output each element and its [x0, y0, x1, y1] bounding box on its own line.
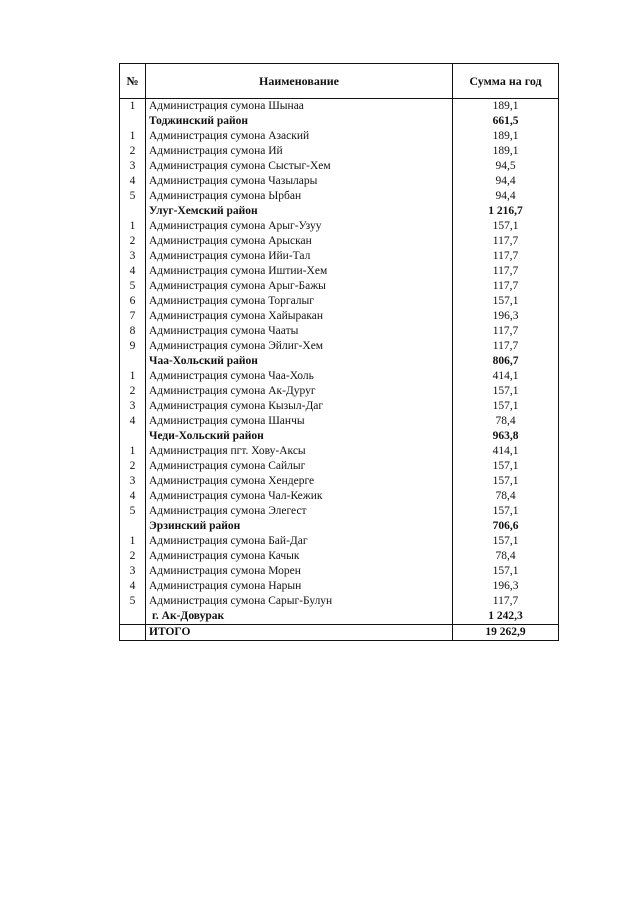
annual-sum: 117,7: [453, 594, 559, 609]
district-name: г. Ак-Довурак: [146, 609, 453, 625]
row-number: 3: [120, 564, 146, 579]
row-number: 4: [120, 174, 146, 189]
row-number: 3: [120, 159, 146, 174]
row-number: 4: [120, 489, 146, 504]
table-row: [120, 144, 559, 159]
district-name: Улуг-Хемский район: [146, 204, 453, 219]
total-row: [120, 625, 559, 641]
annual-sum: 189,1: [453, 144, 559, 159]
organization-name: Администрация сумона Сарыг-Булун: [146, 594, 453, 609]
annual-sum: 19 262,9: [453, 625, 559, 641]
table-row: [120, 564, 559, 579]
organization-name: Администрация сумона Нарын: [146, 579, 453, 594]
table-row: [120, 309, 559, 324]
row-number: 6: [120, 294, 146, 309]
organization-name: Администрация сумона Сыстыг-Хем: [146, 159, 453, 174]
district-name: Чеди-Хольский район: [146, 429, 453, 444]
district-name: Эрзинский район: [146, 519, 453, 534]
annual-sum: 78,4: [453, 414, 559, 429]
allocation-table: [119, 63, 559, 641]
row-number: 8: [120, 324, 146, 339]
table-row: [120, 294, 559, 309]
organization-name: Администрация сумона Арыг-Узуу: [146, 219, 453, 234]
district-row: [120, 519, 559, 534]
row-number: 2: [120, 144, 146, 159]
district-row: [120, 114, 559, 129]
row-number: [120, 114, 146, 129]
row-number: 1: [120, 129, 146, 144]
annual-sum: 157,1: [453, 534, 559, 549]
table-row: [120, 414, 559, 429]
organization-name: Администрация сумона Арыг-Бажы: [146, 279, 453, 294]
table-row: [120, 339, 559, 354]
district-row: [120, 354, 559, 369]
row-number: 5: [120, 504, 146, 519]
table-row: [120, 579, 559, 594]
annual-sum: 1 242,3: [453, 609, 559, 625]
row-number: 2: [120, 384, 146, 399]
table-header-row: [120, 64, 559, 99]
row-number: 5: [120, 594, 146, 609]
organization-name: Администрация сумона Ырбан: [146, 189, 453, 204]
table-row: [120, 489, 559, 504]
row-number: 2: [120, 459, 146, 474]
annual-sum: 157,1: [453, 504, 559, 519]
row-number: 3: [120, 249, 146, 264]
annual-sum: 157,1: [453, 564, 559, 579]
annual-sum: 117,7: [453, 324, 559, 339]
organization-name: Администрация сумона Ак-Дуруг: [146, 384, 453, 399]
table-row: [120, 549, 559, 564]
organization-name: Администрация сумона Чаа-Холь: [146, 369, 453, 384]
annual-sum: 157,1: [453, 399, 559, 414]
table-row: [120, 474, 559, 489]
row-number: 5: [120, 279, 146, 294]
table-row: [120, 174, 559, 189]
row-number: [120, 429, 146, 444]
organization-name: Администрация сумона Морен: [146, 564, 453, 579]
row-number: 1: [120, 219, 146, 234]
row-number: 1: [120, 534, 146, 549]
organization-name: Администрация сумона Ийи-Тал: [146, 249, 453, 264]
organization-name: Администрация сумона Шынаа: [146, 99, 453, 115]
organization-name: Администрация сумона Иштии-Хем: [146, 264, 453, 279]
organization-name: Администрация сумона Торгалыг: [146, 294, 453, 309]
table-row: [120, 369, 559, 384]
annual-sum: 661,5: [453, 114, 559, 129]
row-number: [120, 609, 146, 625]
row-number: 4: [120, 264, 146, 279]
table-row: [120, 234, 559, 249]
annual-sum: 94,5: [453, 159, 559, 174]
annual-sum: 806,7: [453, 354, 559, 369]
organization-name: Администрация сумона Шанчы: [146, 414, 453, 429]
header-name: Наименование: [146, 64, 453, 99]
annual-sum: 117,7: [453, 279, 559, 294]
table-row: [120, 594, 559, 609]
table-row: [120, 219, 559, 234]
organization-name: Администрация пгт. Хову-Аксы: [146, 444, 453, 459]
organization-name: Администрация сумона Чааты: [146, 324, 453, 339]
table-row: [120, 399, 559, 414]
annual-sum: 157,1: [453, 294, 559, 309]
organization-name: Администрация сумона Ий: [146, 144, 453, 159]
annual-sum: 189,1: [453, 99, 559, 115]
annual-sum: 157,1: [453, 219, 559, 234]
organization-name: Администрация сумона Элегест: [146, 504, 453, 519]
annual-sum: 157,1: [453, 474, 559, 489]
row-number: 3: [120, 474, 146, 489]
header-num: №: [120, 64, 146, 99]
annual-sum: 414,1: [453, 444, 559, 459]
annual-sum: 117,7: [453, 234, 559, 249]
row-number: [120, 354, 146, 369]
table-row: [120, 249, 559, 264]
row-number: 4: [120, 414, 146, 429]
district-row: [120, 204, 559, 219]
organization-name: Администрация сумона Сайлыг: [146, 459, 453, 474]
district-row: [120, 609, 559, 625]
annual-sum: 78,4: [453, 489, 559, 504]
table-row: [120, 129, 559, 144]
organization-name: Администрация сумона Чазылары: [146, 174, 453, 189]
district-name: Тоджинский район: [146, 114, 453, 129]
organization-name: Администрация сумона Хендерге: [146, 474, 453, 489]
organization-name: Администрация сумона Бай-Даг: [146, 534, 453, 549]
table-row: [120, 159, 559, 174]
row-number: 2: [120, 549, 146, 564]
district-name: ИТОГО: [146, 625, 453, 641]
annual-sum: 117,7: [453, 264, 559, 279]
annual-sum: 414,1: [453, 369, 559, 384]
table-row: [120, 384, 559, 399]
table-row: [120, 534, 559, 549]
annual-sum: 157,1: [453, 459, 559, 474]
row-number: 5: [120, 189, 146, 204]
annual-sum: 189,1: [453, 129, 559, 144]
annual-sum: 963,8: [453, 429, 559, 444]
table-row: [120, 264, 559, 279]
row-number: 9: [120, 339, 146, 354]
table-row: [120, 324, 559, 339]
organization-name: Администрация сумона Хайыракан: [146, 309, 453, 324]
annual-sum: 117,7: [453, 339, 559, 354]
annual-sum: 706,6: [453, 519, 559, 534]
annual-sum: 94,4: [453, 189, 559, 204]
table-row: [120, 444, 559, 459]
table-row: [120, 459, 559, 474]
row-number: 4: [120, 579, 146, 594]
table-row: [120, 99, 559, 115]
organization-name: Администрация сумона Эйлиг-Хем: [146, 339, 453, 354]
table-body: [120, 99, 559, 641]
organization-name: Администрация сумона Кызыл-Даг: [146, 399, 453, 414]
organization-name: Администрация сумона Чал-Кежик: [146, 489, 453, 504]
header-sum: Сумма на год: [453, 64, 559, 99]
annual-sum: 196,3: [453, 309, 559, 324]
row-number: 1: [120, 444, 146, 459]
row-number: 2: [120, 234, 146, 249]
row-number: [120, 625, 146, 641]
district-row: [120, 429, 559, 444]
annual-sum: 117,7: [453, 249, 559, 264]
organization-name: Администрация сумона Азаский: [146, 129, 453, 144]
row-number: [120, 519, 146, 534]
annual-sum: 1 216,7: [453, 204, 559, 219]
table-row: [120, 189, 559, 204]
annual-sum: 94,4: [453, 174, 559, 189]
district-name: Чаа-Хольский район: [146, 354, 453, 369]
annual-sum: 157,1: [453, 384, 559, 399]
row-number: 1: [120, 99, 146, 115]
table-row: [120, 279, 559, 294]
row-number: 1: [120, 369, 146, 384]
table-row: [120, 504, 559, 519]
organization-name: Администрация сумона Арыскан: [146, 234, 453, 249]
row-number: [120, 204, 146, 219]
annual-sum: 196,3: [453, 579, 559, 594]
organization-name: Администрация сумона Качык: [146, 549, 453, 564]
row-number: 7: [120, 309, 146, 324]
row-number: 3: [120, 399, 146, 414]
annual-sum: 78,4: [453, 549, 559, 564]
